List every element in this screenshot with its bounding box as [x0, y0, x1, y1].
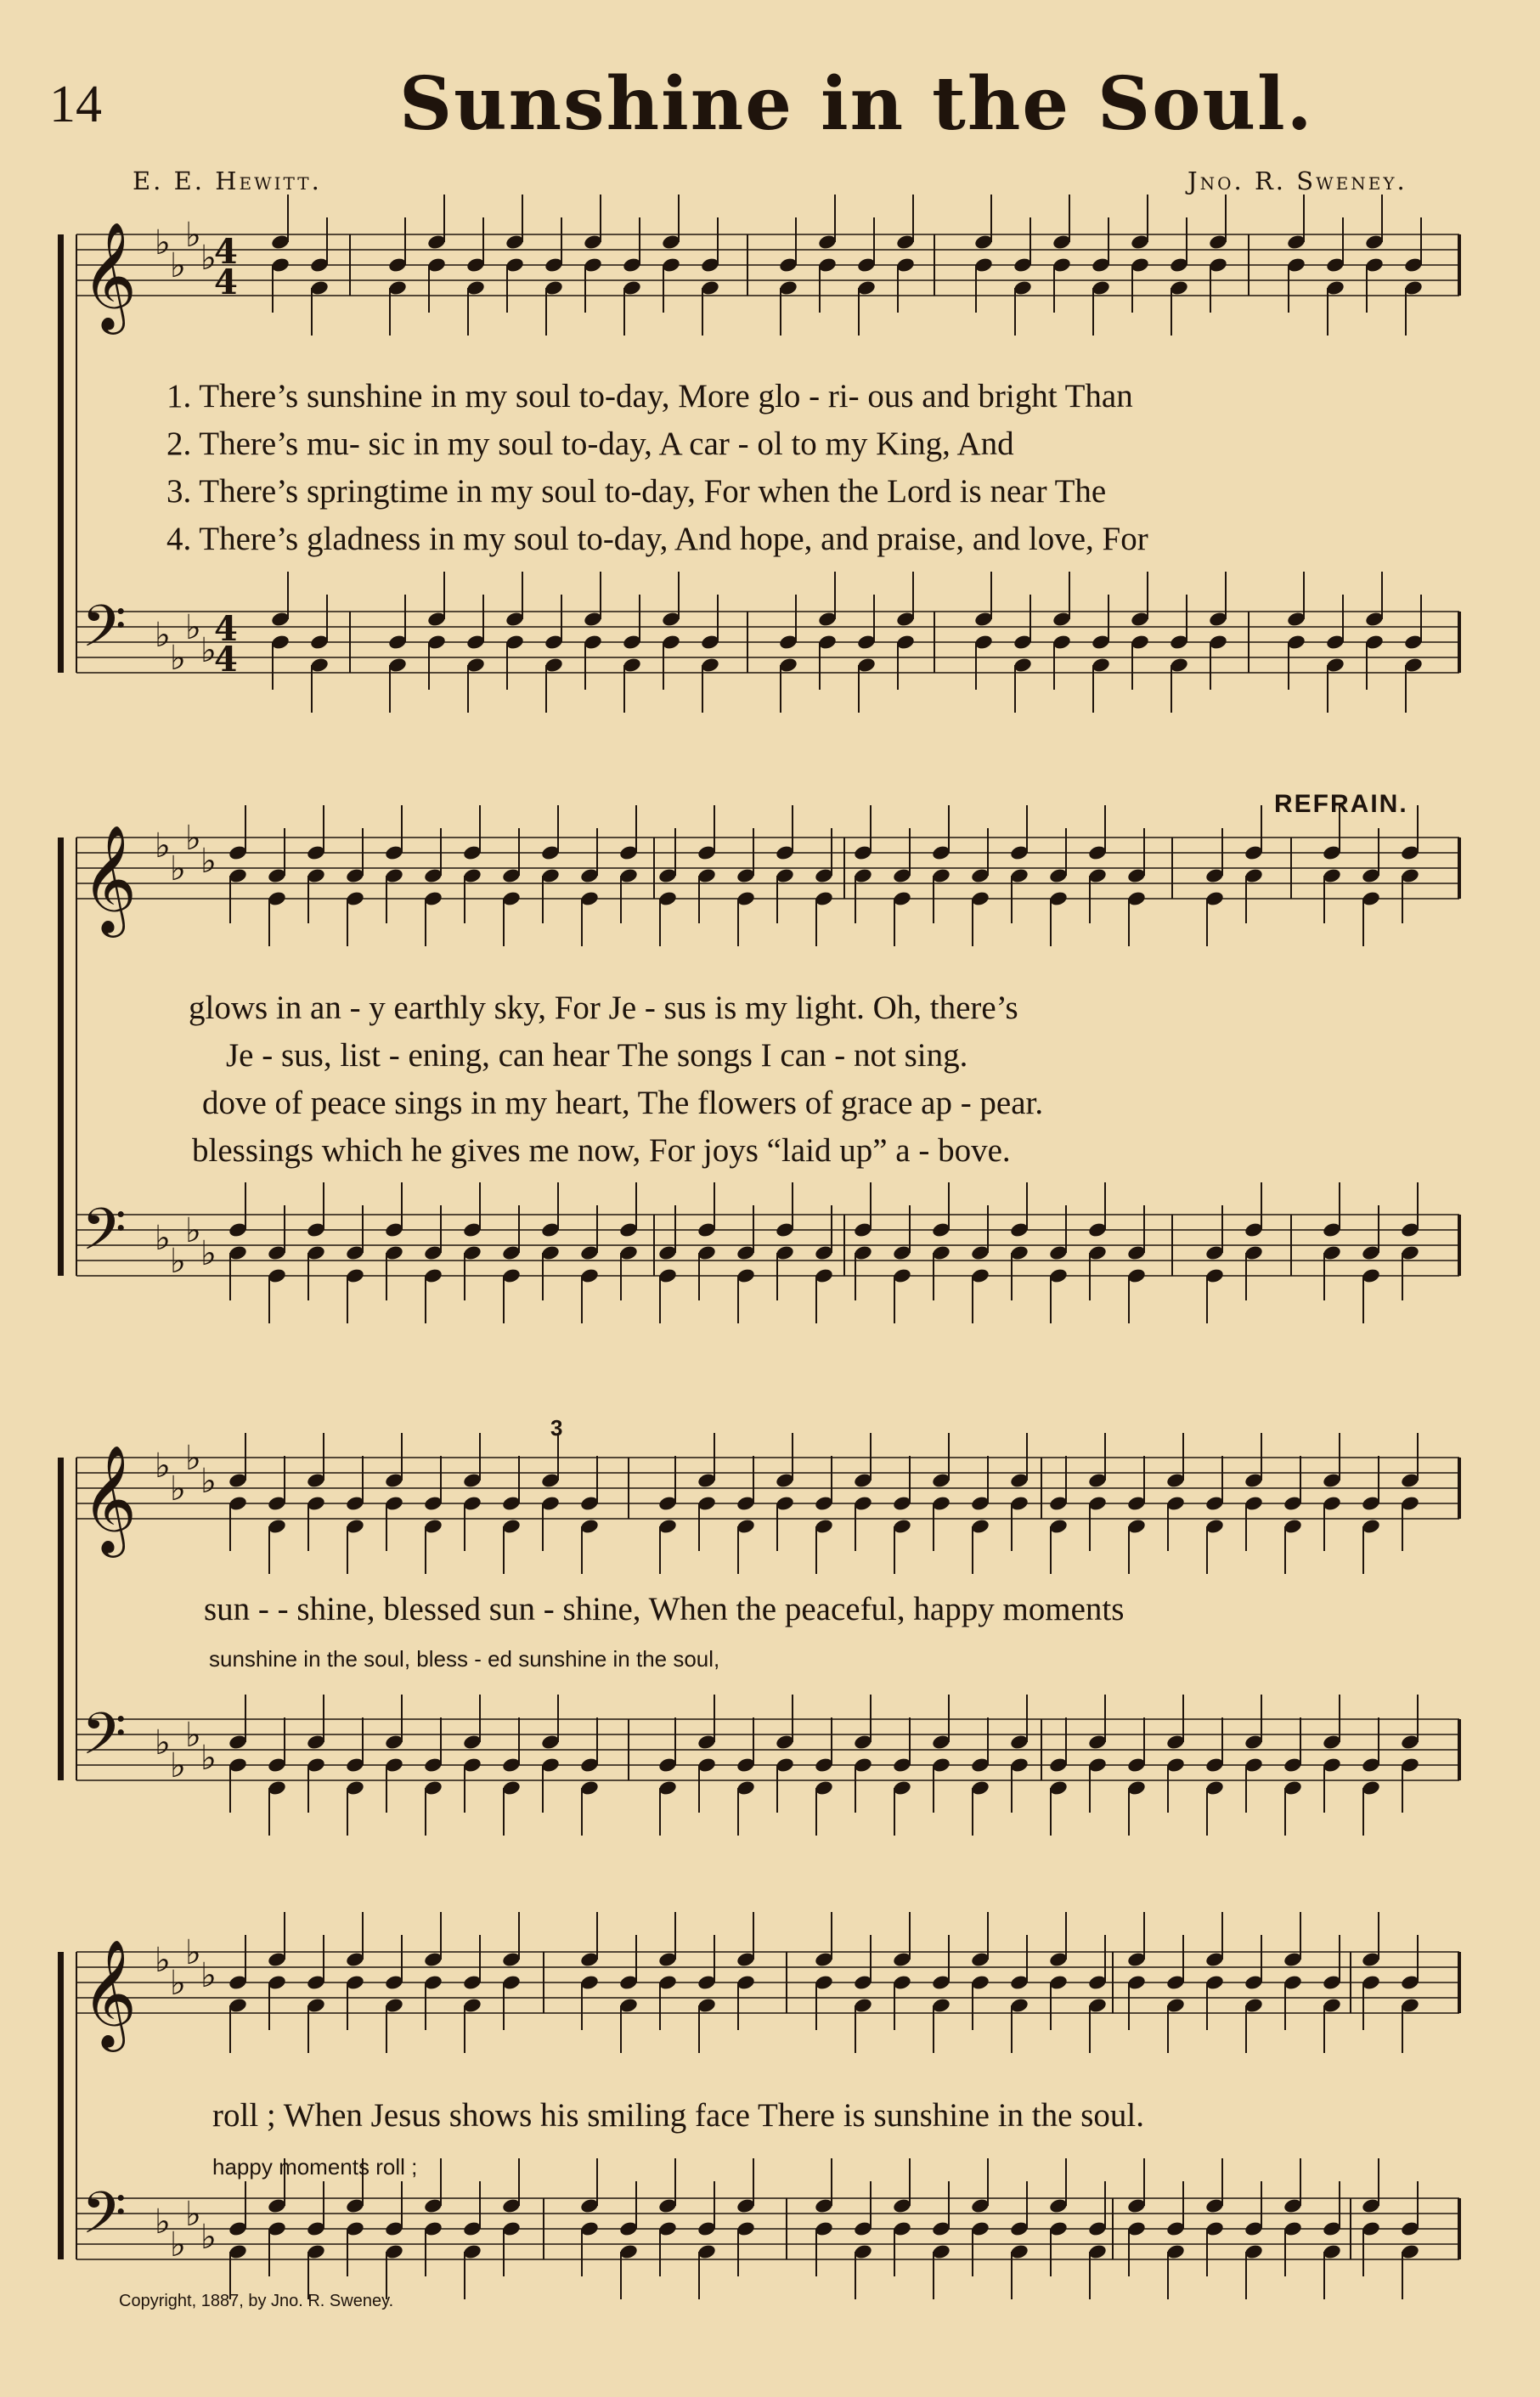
flat-sign: ♭ [155, 1219, 171, 1258]
flat-sign: ♭ [170, 1746, 186, 1785]
system-brace [58, 1952, 64, 2259]
verse-line-6: Je - sus, list - ening, can hear The songs I can - not sing. [226, 1037, 968, 1074]
flat-sign: ♭ [155, 1723, 171, 1762]
system-brace [58, 234, 64, 673]
system-brace [58, 838, 64, 1276]
flat-sign: ♭ [200, 631, 217, 670]
flat-sign: ♭ [170, 849, 186, 888]
flat-sign: ♭ [185, 819, 201, 858]
system-brace [58, 1458, 64, 1780]
flat-sign: ♭ [170, 1242, 186, 1281]
refrain-lyric-1: sun - - shine, blessed sun - shine, When the peaceful, happy moments [204, 1591, 1125, 1627]
hymn-title: Sunshine in the Soul. [399, 61, 1314, 147]
flat-sign: ♭ [170, 1964, 186, 2003]
flat-sign: ♭ [185, 216, 201, 255]
copyright-notice: Copyright, 1887, by Jno. R. Sweney. [119, 2292, 394, 2310]
flat-sign: ♭ [170, 2225, 186, 2264]
bass-clef: 𝄢 [82, 2180, 127, 2261]
bass-lyric-1: sunshine in the soul, bless - ed sunshine in the soul, [209, 1646, 720, 1672]
refrain-label: REFRAIN. [1274, 790, 1408, 818]
flat-sign: ♭ [200, 1739, 217, 1778]
time-sig-top: 4 [214, 609, 238, 649]
verse-line-5: glows in an - y earthly sky, For Je - sus is my light. Oh, there’s [189, 990, 1018, 1026]
verse-line-3: 3. There’s springtime in my soul to-day, For when the Lord is near The [166, 473, 1107, 510]
composer-credit: Jno. R. Sweney. [1187, 166, 1407, 195]
flat-sign: ♭ [200, 842, 217, 881]
verse-line-7: dove of peace sings in my heart, The flowers of grace ap - pear. [202, 1085, 1044, 1121]
flat-sign: ♭ [200, 1234, 217, 1273]
verse-line-1: 1. There’s sunshine in my soul to-day, More glo - ri- ous and bright Than [166, 378, 1133, 415]
treble-clef: 𝄞 [82, 824, 138, 933]
bass-clef: 𝄢 [82, 594, 127, 674]
verse-line-4: 4. There’s gladness in my soul to-day, And hope, and praise, and love, For [166, 521, 1148, 557]
flat-sign: ♭ [170, 246, 186, 285]
triplet-mark: 3 [550, 1415, 563, 1441]
page-number: 14 [49, 76, 102, 133]
flat-sign: ♭ [155, 223, 171, 262]
flat-sign: ♭ [185, 2195, 201, 2234]
time-sig-top: 4 [214, 232, 238, 272]
flat-sign: ♭ [170, 1469, 186, 1509]
flat-sign: ♭ [200, 2218, 217, 2257]
flat-sign: ♭ [185, 1439, 201, 1478]
flat-sign: ♭ [155, 1447, 171, 1486]
flat-sign: ♭ [155, 616, 171, 655]
refrain-lyric-2: roll ; When Jesus shows his smiling face There is sunshine in the soul. [212, 2097, 1144, 2134]
treble-clef: 𝄞 [82, 1938, 138, 2047]
bass-clef: 𝄢 [82, 1197, 127, 1277]
verse-line-8: blessings which he gives me now, For joys “laid up” a - bove. [192, 1132, 1011, 1169]
flat-sign: ♭ [185, 608, 201, 647]
treble-clef: 𝄞 [82, 221, 138, 330]
flat-sign: ♭ [155, 2202, 171, 2242]
flat-sign: ♭ [155, 1941, 171, 1980]
flat-sign: ♭ [155, 826, 171, 866]
flat-sign: ♭ [185, 1211, 201, 1250]
author-credit: E. E. Hewitt. [133, 166, 322, 195]
flat-sign: ♭ [200, 1956, 217, 1995]
bass-clef: 𝄢 [82, 1701, 127, 1782]
flat-sign: ♭ [185, 1933, 201, 1972]
time-sig-bottom: 4 [214, 262, 238, 302]
bass-lyric-2: happy moments roll ; [212, 2154, 418, 2180]
time-sig-bottom: 4 [214, 640, 238, 680]
flat-sign: ♭ [200, 239, 217, 278]
flat-sign: ♭ [185, 1716, 201, 1755]
flat-sign: ♭ [200, 1462, 217, 1501]
flat-sign: ♭ [170, 639, 186, 678]
verse-line-2: 2. There’s mu- sic in my soul to-day, A car - ol to my King, And [166, 426, 1014, 462]
treble-clef: 𝄞 [82, 1444, 138, 1553]
